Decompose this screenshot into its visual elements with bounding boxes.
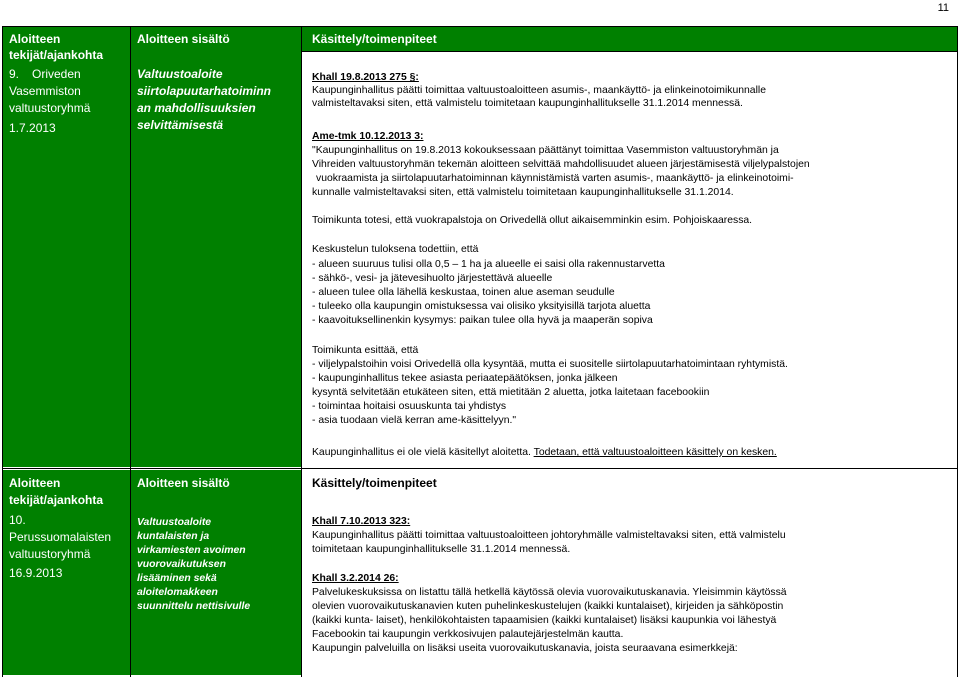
row2-author-l2: valtuustoryhmä	[9, 547, 91, 561]
row2-khall-ref: Khall 7.10.2013 323:	[312, 516, 411, 527]
page-number: 11	[937, 2, 949, 14]
row1-ame-l1: "Kaupunginhallitus on 19.8.2013 kokouksessaan päättänyt toimittaa Vasemmiston valtuustoryhmän ja	[312, 145, 779, 156]
row1-date: 1.7.2013	[9, 121, 56, 135]
row1-initiative-number: 9.	[9, 67, 20, 81]
row2-khall2-l1: Palvelukeskuksissa on listattu tällä hetkellä käytössä olevia vuorovaikutuskanavia. Yleisimmin käytössä	[312, 587, 787, 598]
row1-author-l1: Oriveden	[32, 67, 81, 81]
row1-actions-header: Käsittely/toimenpiteet	[312, 32, 437, 46]
row2-khall2-l5: Kaupungin palveluilla on lisäksi useita vuorovaikutuskanavia, joista seuraavana esimerkkejä:	[312, 643, 738, 654]
list-item: - alueen tulee olla lähellä keskustaa, toinen alue aseman seudulle	[312, 287, 615, 298]
row1-header-divider	[301, 51, 958, 52]
row1-ame-p2: Toimikunta totesi, että vuokrapalstoja on Orivedellä ollut aikaisemminkin esim. Pohjoiskaaressa.	[312, 215, 753, 226]
row2-title-l6: aloitelomakkeen	[137, 587, 218, 598]
row1-title-l2: siirtolapuutarhatoiminn	[137, 84, 272, 98]
row1-authors-header-l2: tekijät/ajankohta	[9, 48, 104, 62]
row-divider	[2, 468, 958, 469]
row1-ame-l4: kunnalle valmisteltavaksi siten, että valmistelu toimitetaan kaupunginhallitukselle 31.1.2014.	[312, 187, 734, 198]
row1-khall-ref: Khall 19.8.2013 275 §:	[312, 72, 419, 83]
list-item: - viljelypalstoihin voisi Orivedellä olla kysyntää, mutta ei suositelle siirtolapuutarhatoimintaan ryhtymistä.	[312, 359, 788, 370]
row2-khall2-l2: olevien vuorovaikutuskanavien kuten puhelinkeskustelujen (kaikki kuntalaiset), kirjeiden ja sähköpostin	[312, 601, 784, 612]
list-item: - asia tuodaan vielä kerran ame-käsittelyyn."	[312, 415, 517, 426]
row1-khall-text-l2: valmisteltavaksi siten, että valmistelu toimitetaan kaupunginhallitukselle 31.1.2014 mennessä.	[312, 98, 743, 109]
row2-khall2-ref: Khall 3.2.2014 26:	[312, 573, 399, 584]
row2-khall-l1: Kaupunginhallitus päätti toimittaa valtuustoaloitteen johtoryhmälle valmisteltavaksi siten, että valmistelu	[312, 530, 786, 541]
list-item: - kaavoituksellinenkin kysymys: paikan tulee olla hyvä ja maaperän sopiva	[312, 315, 653, 326]
row1-ame-l3: vuokraamista ja siirtolapuutarhatoiminnan käynnistämistä varten asumis-, maankäyttö- ja elinkeinotoimi-	[316, 173, 794, 184]
row1-ame-l2: Vihreiden valtuustoryhmän tekemän aloitteen selvittää mahdollisuudet alueen järjestämisestä viljelypalstojen	[312, 159, 810, 170]
row1-content-header: Aloitteen sisältö	[137, 32, 230, 46]
row2-title-l7: suunnittelu nettisivulle	[137, 601, 251, 612]
row1-author-l2: Vasemmiston	[9, 84, 81, 98]
row1-ame-ref: Ame-tmk 10.12.2013 3:	[312, 131, 424, 142]
col2-divider	[301, 26, 302, 677]
row2-khall2-l3: (kaikki kunta- laiset), henkilökohtaisten tapaamisien (kaikki kuntalaiset) lisäksi kaupunkia voi lähestyä	[312, 615, 777, 626]
row1-final-status	[312, 446, 777, 459]
row1-khall-text-l1: Kaupunginhallitus päätti toimittaa valtuustoaloitteen asumis-, maankäyttö- ja elinkeinotoimikunnalle	[312, 85, 766, 96]
row1-title-l3: an mahdollisuuksien	[137, 101, 256, 115]
row1-final-status-a: Kaupunginhallitus ei ole vielä käsitellyt aloitetta.	[312, 447, 534, 458]
row2-title-l1: Valtuustoaloite	[137, 517, 212, 528]
list-item: - alueen suuruus tulisi olla 0,5 – 1 ha ja alueelle ei saisi olla rakennustarvetta	[312, 259, 665, 270]
row1-title-l1: Valtuustoaloite	[137, 67, 223, 81]
row1-title-l4: selvittämisestä	[137, 118, 224, 132]
row2-khall-l2: toimitetaan kaupunginhallitukselle 31.1.2014 mennessä.	[312, 544, 571, 555]
list-item: - kaupunginhallitus tekee asiasta periaatepäätöksen, jonka jälkeen	[312, 373, 618, 384]
row2-initiative-number: 10.	[9, 513, 26, 527]
row1-final-status-b: Todetaan, että valtuustoaloitteen käsittely on kesken.	[533, 447, 777, 458]
left-border	[2, 26, 3, 677]
row2-khall2-l4: Facebookin tai kaupungin verkkosivujen palautejärjestelmän kautta.	[312, 629, 624, 640]
row2-title-l4: vuorovaikutuksen	[137, 559, 226, 570]
list-item: - sähkö-, vesi- ja jätevesihuolto järjestettävä alueelle	[312, 273, 553, 284]
row2-authors-header-l1: Aloitteen	[9, 476, 61, 490]
list-item: - tuleeko olla kaupungin omistuksessa vai olisiko yksityisillä tarjota aluetta	[312, 301, 651, 312]
table-top-border	[2, 26, 958, 27]
row1-ame-p3: Keskustelun tuloksena todettiin, että	[312, 244, 479, 255]
row2-title-l3: virkamiesten avoimen	[137, 545, 246, 556]
col1-divider	[130, 26, 131, 677]
row2-date: 16.9.2013	[9, 566, 63, 580]
list-item: kysyntä selvitetään etukäteen siten, että mietitään 2 aluetta, jotka laitetaan facebookiin	[312, 387, 710, 398]
row1-authors-header-l1: Aloitteen	[9, 32, 61, 46]
row2-title-l5: lisääminen sekä	[137, 573, 217, 584]
row2-title-l2: kuntalaisten ja	[137, 531, 210, 542]
row2-author-l1: Perussuomalaisten	[9, 530, 112, 544]
list-item: - toimintaa hoitaisi osuuskunta tai yhdistys	[312, 401, 507, 412]
row1-ame-p4: Toimikunta esittää, että	[312, 345, 419, 356]
row2-actions-header: Käsittely/toimenpiteet	[312, 476, 437, 490]
row2-authors-header-l2: tekijät/ajankohta	[9, 493, 104, 507]
right-border	[957, 26, 958, 677]
row2-content-header: Aloitteen sisältö	[137, 476, 230, 490]
row1-author-l3: valtuustoryhmä	[9, 101, 91, 115]
